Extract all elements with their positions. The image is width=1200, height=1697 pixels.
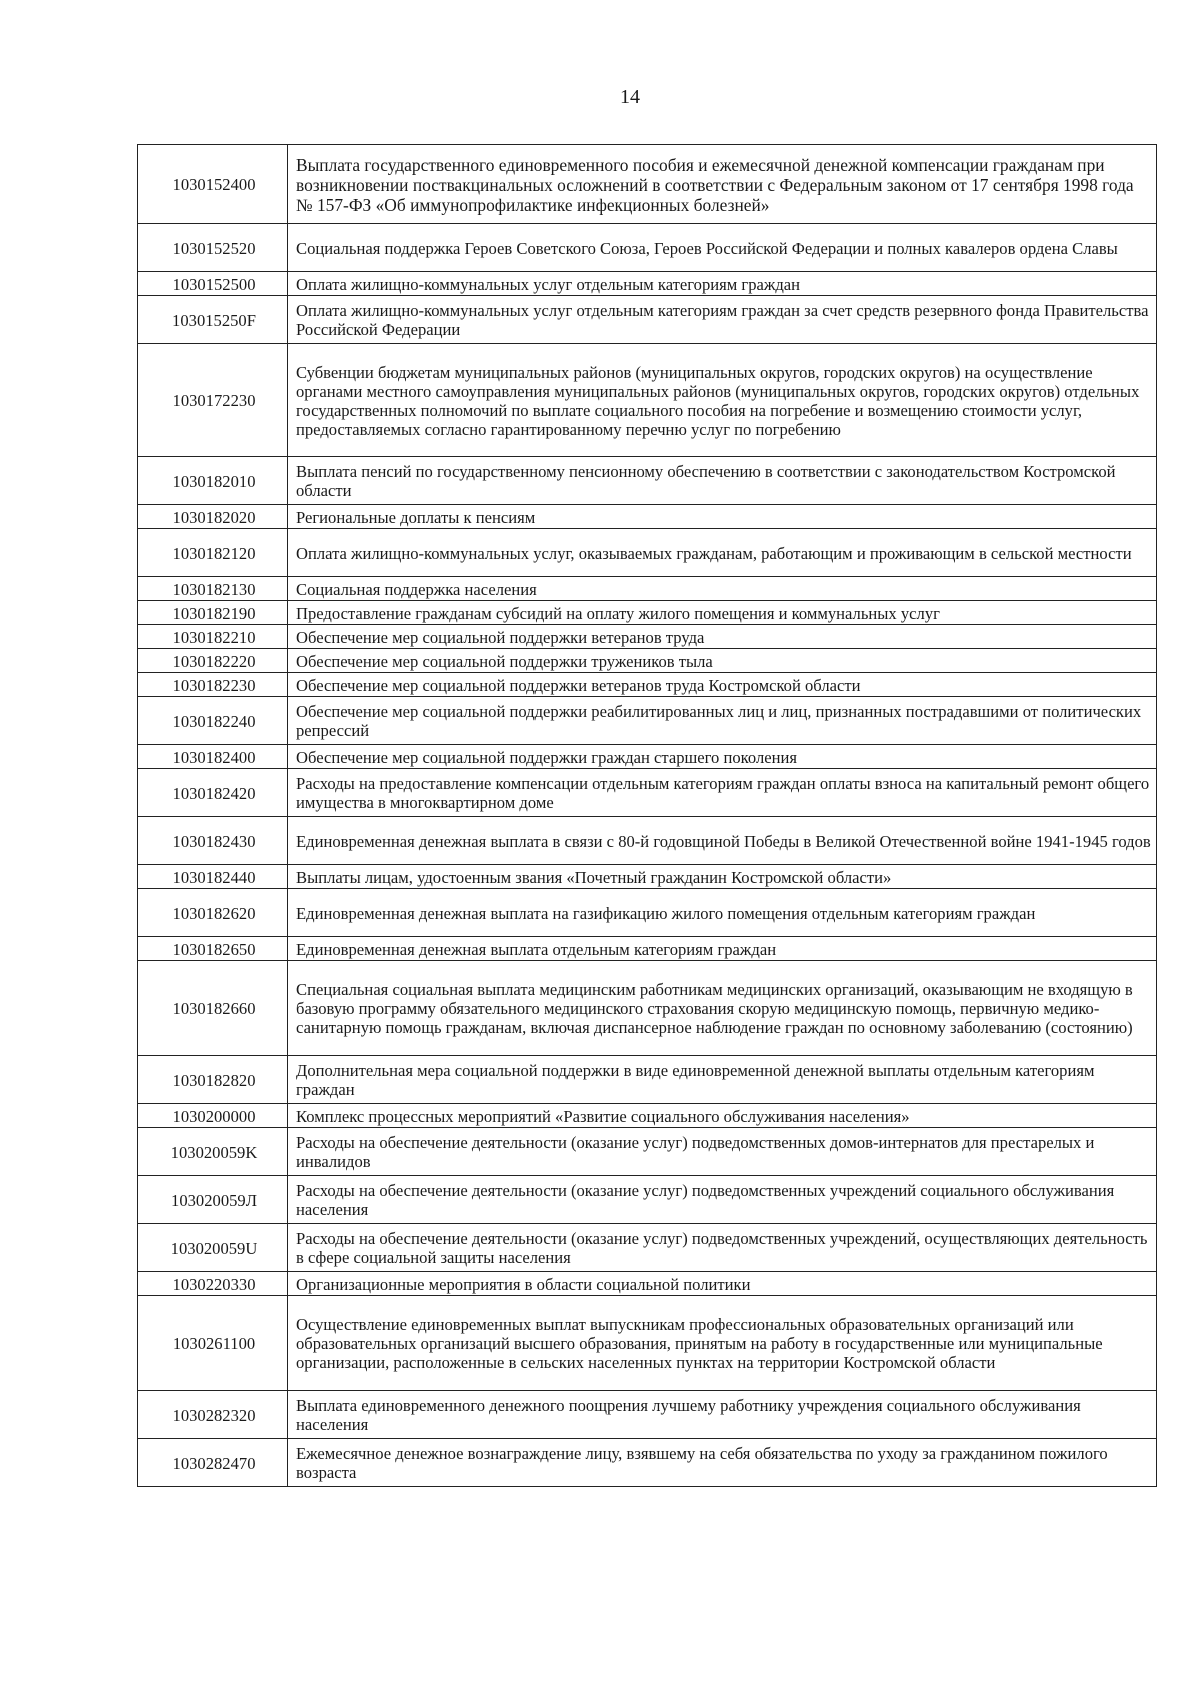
budget-code-cell: 1030182120	[138, 529, 288, 577]
description-cell: Дополнительная мера социальной поддержки в виде единовременной денежной выплаты отдельным категориям граждан	[288, 1056, 1157, 1104]
budget-code-cell: 1030182400	[138, 745, 288, 769]
budget-code-cell: 1030182430	[138, 817, 288, 865]
budget-code-cell: 1030182230	[138, 673, 288, 697]
table-row	[138, 1176, 1157, 1224]
budget-code-cell: 1030152500	[138, 272, 288, 296]
table-row	[138, 1224, 1157, 1272]
table-row	[138, 601, 1157, 625]
page-number: 14	[620, 86, 640, 108]
description-cell: Выплата пенсий по государственному пенсионному обеспечению в соответствии с законодательством Костромской области	[288, 457, 1157, 505]
table-body	[138, 145, 1157, 1487]
table-row	[138, 1439, 1157, 1487]
budget-code-cell: 1030182650	[138, 937, 288, 961]
budget-code-cell: 1030182620	[138, 889, 288, 937]
description-cell: Обеспечение мер социальной поддержки граждан старшего поколения	[288, 745, 1157, 769]
budget-code-cell: 1030261100	[138, 1296, 288, 1391]
description-cell: Расходы на обеспечение деятельности (оказание услуг) подведомственных учреждений социального обслуживания населения	[288, 1176, 1157, 1224]
description-cell: Выплаты лицам, удостоенным звания «Почетный гражданин Костромской области»	[288, 865, 1157, 889]
budget-code-cell: 1030182020	[138, 505, 288, 529]
table-row	[138, 1056, 1157, 1104]
description-cell: Обеспечение мер социальной поддержки ветеранов труда Костромской области	[288, 673, 1157, 697]
table-row	[138, 961, 1157, 1056]
description-cell: Социальная поддержка населения	[288, 577, 1157, 601]
budget-code-cell: 1030182130	[138, 577, 288, 601]
description-cell: Оплата жилищно-коммунальных услуг отдельным категориям граждан за счет средств резервного фонда Правительства Российской Федерации	[288, 296, 1157, 344]
table-row	[138, 769, 1157, 817]
table-row	[138, 1296, 1157, 1391]
description-cell: Обеспечение мер социальной поддержки ветеранов труда	[288, 625, 1157, 649]
table-row	[138, 457, 1157, 505]
budget-code-cell: 1030200000	[138, 1104, 288, 1128]
table-row	[138, 865, 1157, 889]
description-cell: Оплата жилищно-коммунальных услуг, оказываемых гражданам, работающим и проживающим в сельской местности	[288, 529, 1157, 577]
table-row	[138, 1272, 1157, 1296]
table-row	[138, 937, 1157, 961]
table-row	[138, 745, 1157, 769]
description-cell: Единовременная денежная выплата отдельным категориям граждан	[288, 937, 1157, 961]
description-cell: Субвенции бюджетам муниципальных районов (муниципальных округов, городских округов) на осуществление органами местного самоуправления муниципальных районов (муниципальных округов, городских округов) отдельных государственных полномочий по выплате социального пособия на погребение и возмещению стоимости услуг, предоставляемых согласно гарантированному перечню услуг по погребению	[288, 344, 1157, 457]
description-cell: Осуществление единовременных выплат выпускникам профессиональных образовательных организаций или образовательных организаций высшего образования, принятым на работу в государственные или муниципальные организации, расположенные в сельских населенных пунктах на территории Костромской области	[288, 1296, 1157, 1391]
table-row	[138, 1391, 1157, 1439]
budget-code-cell: 1030152400	[138, 145, 288, 224]
table-row	[138, 296, 1157, 344]
budget-code-cell: 1030182440	[138, 865, 288, 889]
budget-code-cell: 1030282470	[138, 1439, 288, 1487]
budget-code-cell: 1030282320	[138, 1391, 288, 1439]
budget-code-cell: 103015250F	[138, 296, 288, 344]
description-cell: Специальная социальная выплата медицинским работникам медицинских организаций, оказывающим не входящую в базовую программу обязательного медицинского страхования скорую медицинскую помощь, первичную медико-санитарную помощь гражданам, включая диспансерное наблюдение граждан по основному заболеванию (состоянию)	[288, 961, 1157, 1056]
budget-code-cell: 103020059Л	[138, 1176, 288, 1224]
budget-code-cell: 1030182240	[138, 697, 288, 745]
table-row	[138, 505, 1157, 529]
table-row	[138, 673, 1157, 697]
description-cell: Расходы на обеспечение деятельности (оказание услуг) подведомственных домов-интернатов для престарелых и инвалидов	[288, 1128, 1157, 1176]
description-cell: Комплекс процессных мероприятий «Развитие социального обслуживания населения»	[288, 1104, 1157, 1128]
budget-code-cell: 103020059U	[138, 1224, 288, 1272]
budget-code-cell: 1030182220	[138, 649, 288, 673]
budget-code-cell: 1030172230	[138, 344, 288, 457]
budget-code-cell: 1030182420	[138, 769, 288, 817]
description-cell: Выплата государственного единовременного пособия и ежемесячной денежной компенсации гражданам при возникновении поствакцинальных осложнений в соответствии с Федеральным законом от 17 сентября 1998 года № 157-ФЗ «Об иммунопрофилактике инфекционных болезней»	[288, 145, 1157, 224]
table-row	[138, 577, 1157, 601]
budget-code-cell: 1030182190	[138, 601, 288, 625]
table-row	[138, 145, 1157, 224]
budget-code-cell: 1030182820	[138, 1056, 288, 1104]
description-cell: Расходы на предоставление компенсации отдельным категориям граждан оплаты взноса на капитальный ремонт общего имущества в многоквартирном доме	[288, 769, 1157, 817]
description-cell: Расходы на обеспечение деятельности (оказание услуг) подведомственных учреждений, осуществляющих деятельность в сфере социальной защиты населения	[288, 1224, 1157, 1272]
description-cell: Оплата жилищно-коммунальных услуг отдельным категориям граждан	[288, 272, 1157, 296]
table-row	[138, 625, 1157, 649]
table-row	[138, 1104, 1157, 1128]
table-row	[138, 649, 1157, 673]
description-cell: Обеспечение мер социальной поддержки тружеников тыла	[288, 649, 1157, 673]
table-row	[138, 272, 1157, 296]
description-cell: Единовременная денежная выплата в связи с 80-й годовщиной Победы в Великой Отечественной войне 1941-1945 годов	[288, 817, 1157, 865]
budget-code-table	[137, 144, 1157, 1487]
description-cell: Выплата единовременного денежного поощрения лучшему работнику учреждения социального обслуживания населения	[288, 1391, 1157, 1439]
budget-code-cell: 1030152520	[138, 224, 288, 272]
description-cell: Социальная поддержка Героев Советского Союза, Героев Российской Федерации и полных кавалеров ордена Славы	[288, 224, 1157, 272]
description-cell: Обеспечение мер социальной поддержки реабилитированных лиц и лиц, признанных пострадавшими от политических репрессий	[288, 697, 1157, 745]
table-row	[138, 224, 1157, 272]
table-row	[138, 889, 1157, 937]
budget-code-cell: 1030182010	[138, 457, 288, 505]
budget-code-cell: 1030182660	[138, 961, 288, 1056]
table-row	[138, 1128, 1157, 1176]
description-cell: Ежемесячное денежное вознаграждение лицу, взявшему на себя обязательства по уходу за гражданином пожилого возраста	[288, 1439, 1157, 1487]
budget-code-cell: 1030182210	[138, 625, 288, 649]
budget-code-cell: 103020059K	[138, 1128, 288, 1176]
description-cell: Единовременная денежная выплата на газификацию жилого помещения отдельным категориям граждан	[288, 889, 1157, 937]
description-cell: Региональные доплаты к пенсиям	[288, 505, 1157, 529]
table-row	[138, 529, 1157, 577]
table-row	[138, 697, 1157, 745]
budget-code-cell: 1030220330	[138, 1272, 288, 1296]
description-cell: Предоставление гражданам субсидий на оплату жилого помещения и коммунальных услуг	[288, 601, 1157, 625]
description-cell: Организационные мероприятия в области социальной политики	[288, 1272, 1157, 1296]
table-row	[138, 344, 1157, 457]
table-row	[138, 817, 1157, 865]
